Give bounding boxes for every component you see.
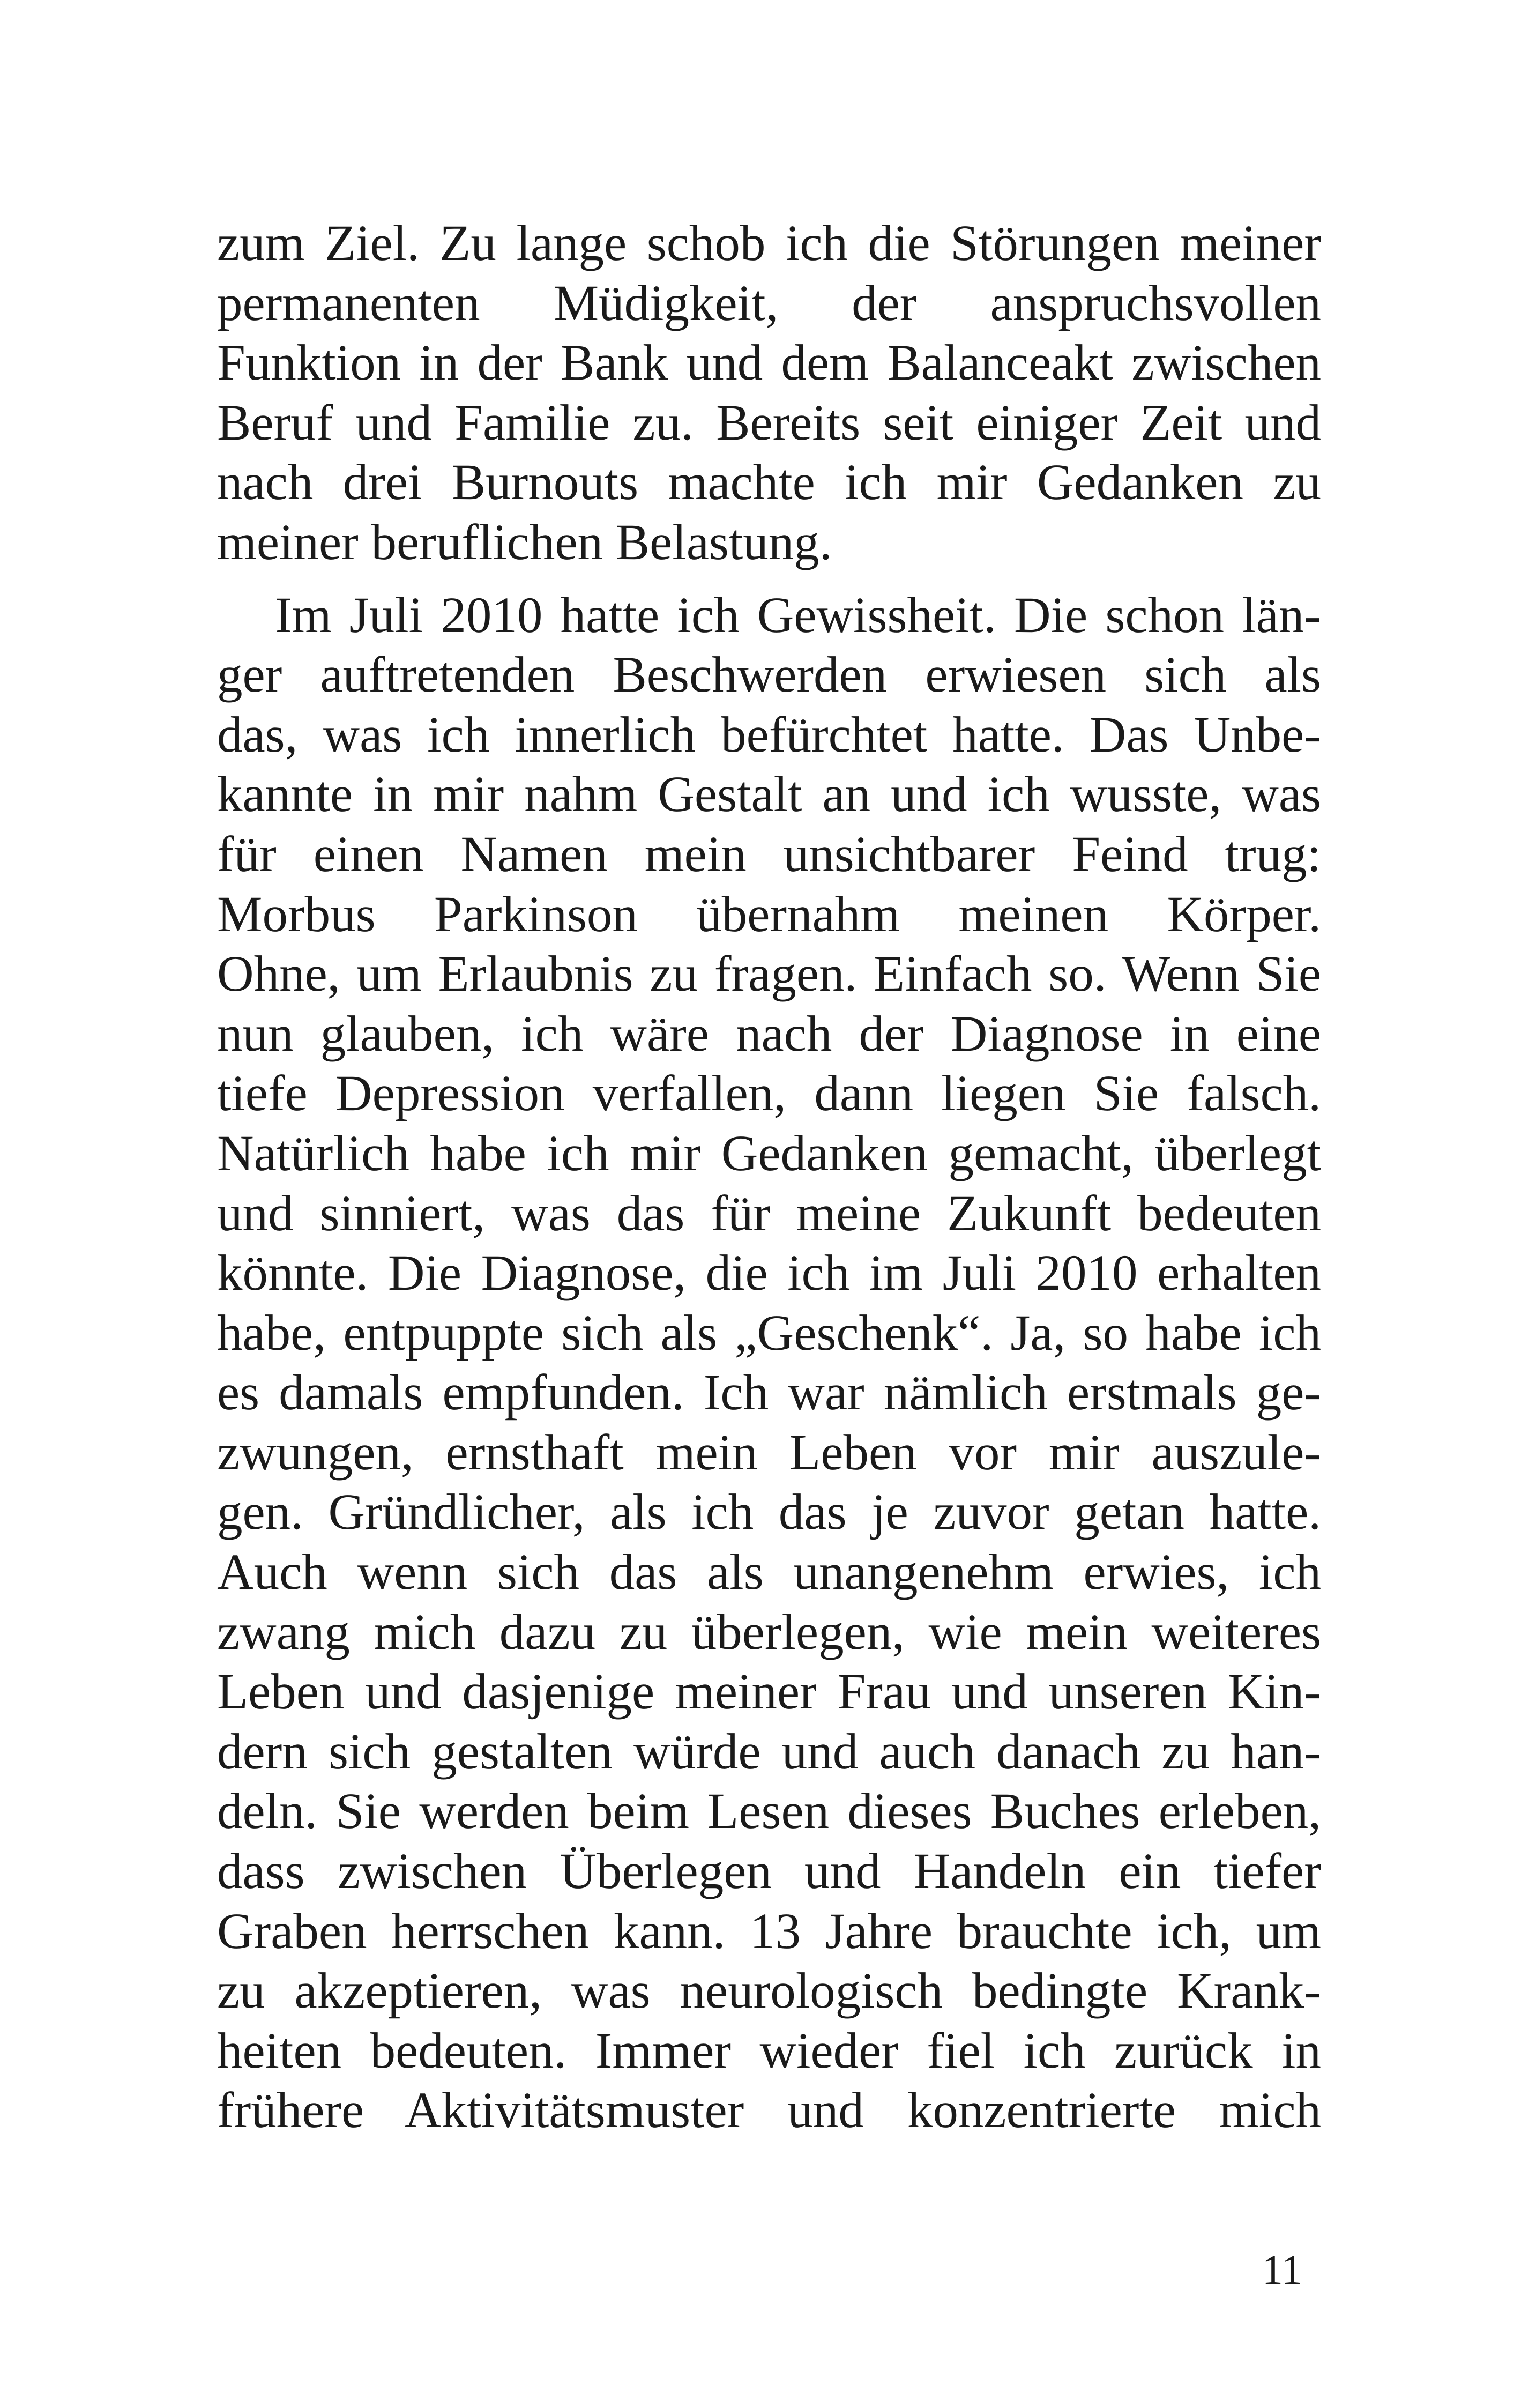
page-number: 11: [1262, 2246, 1302, 2293]
text-line: könnte. Die Diagnose, die ich im Juli 2010 erhalten: [217, 1244, 1321, 1302]
text-line: meiner beruflichen Belastung.: [217, 513, 832, 570]
text-line: heiten bedeuten. Immer wieder fiel ich zurück in: [217, 2021, 1321, 2079]
text-line: dass zwischen Überlegen und Handeln ein tiefer: [217, 1842, 1321, 1900]
text-line: deln. Sie werden beim Lesen dieses Buches erleben,: [217, 1782, 1321, 1840]
text-line: habe, entpuppte sich als „Geschenk“. Ja, so habe ich: [217, 1304, 1321, 1361]
text-line: Beruf und Familie zu. Bereits seit einiger Zeit und: [217, 393, 1321, 451]
text-line: kannte in mir nahm Gestalt an und ich wusste, was: [217, 765, 1321, 823]
text-line: gen. Gründlicher, als ich das je zuvor getan hatte.: [217, 1483, 1321, 1541]
text-line: Im Juli 2010 hatte ich Gewissheit. Die schon län-: [275, 586, 1321, 643]
text-line: nach drei Burnouts machte ich mir Gedanken zu: [217, 454, 1321, 511]
text-line: nun glauben, ich wäre nach der Diagnose in eine: [217, 1005, 1321, 1062]
paragraph-1: [217, 213, 1321, 573]
text-line: für einen Namen mein unsichtbarer Feind trug:: [217, 825, 1321, 882]
body-text: [217, 213, 1321, 2141]
text-line: Ohne, um Erlaubnis zu fragen. Einfach so. Wenn Sie: [217, 945, 1321, 1002]
text-line: zu akzeptieren, was neurologisch bedingte Krank-: [217, 1962, 1321, 2019]
text-line: tiefe Depression verfallen, dann liegen Sie falsch.: [217, 1065, 1321, 1122]
text-line: Auch wenn sich das als unangenehm erwies, ich: [217, 1543, 1321, 1601]
text-line: Graben herrschen kann. 13 Jahre brauchte ich, um: [217, 1902, 1321, 1959]
text-line: zum Ziel. Zu lange schob ich die Störungen meiner: [217, 214, 1321, 271]
text-line: Leben und dasjenige meiner Frau und unseren Kin-: [217, 1663, 1321, 1720]
text-line: ger auftretenden Beschwerden erwiesen sich als: [217, 646, 1321, 703]
text-line: Funktion in der Bank und dem Balanceakt zwischen: [217, 334, 1321, 391]
text-line: frühere Aktivitätsmuster und konzentrierte mich: [217, 2082, 1321, 2139]
text-line: es damals empfunden. Ich war nämlich erstmals ge-: [217, 1364, 1321, 1421]
paragraph-2: [217, 585, 1321, 2141]
text-line: das, was ich innerlich befürchtet hatte. Das Unbe-: [217, 705, 1321, 763]
text-line: zwang mich dazu zu überlegen, wie mein weiteres: [217, 1603, 1321, 1660]
text-line: und sinniert, was das für meine Zukunft bedeuten: [217, 1184, 1321, 1242]
text-line: Natürlich habe ich mir Gedanken gemacht, überlegt: [217, 1124, 1321, 1181]
text-line: Morbus Parkinson übernahm meinen Körper.: [217, 885, 1321, 942]
text-line: dern sich gestalten würde und auch danach zu han-: [217, 1722, 1321, 1780]
text-line: zwungen, ernsthaft mein Leben vor mir auszule-: [217, 1423, 1321, 1481]
text-line: permanenten Müdigkeit, der anspruchsvollen: [217, 274, 1321, 331]
